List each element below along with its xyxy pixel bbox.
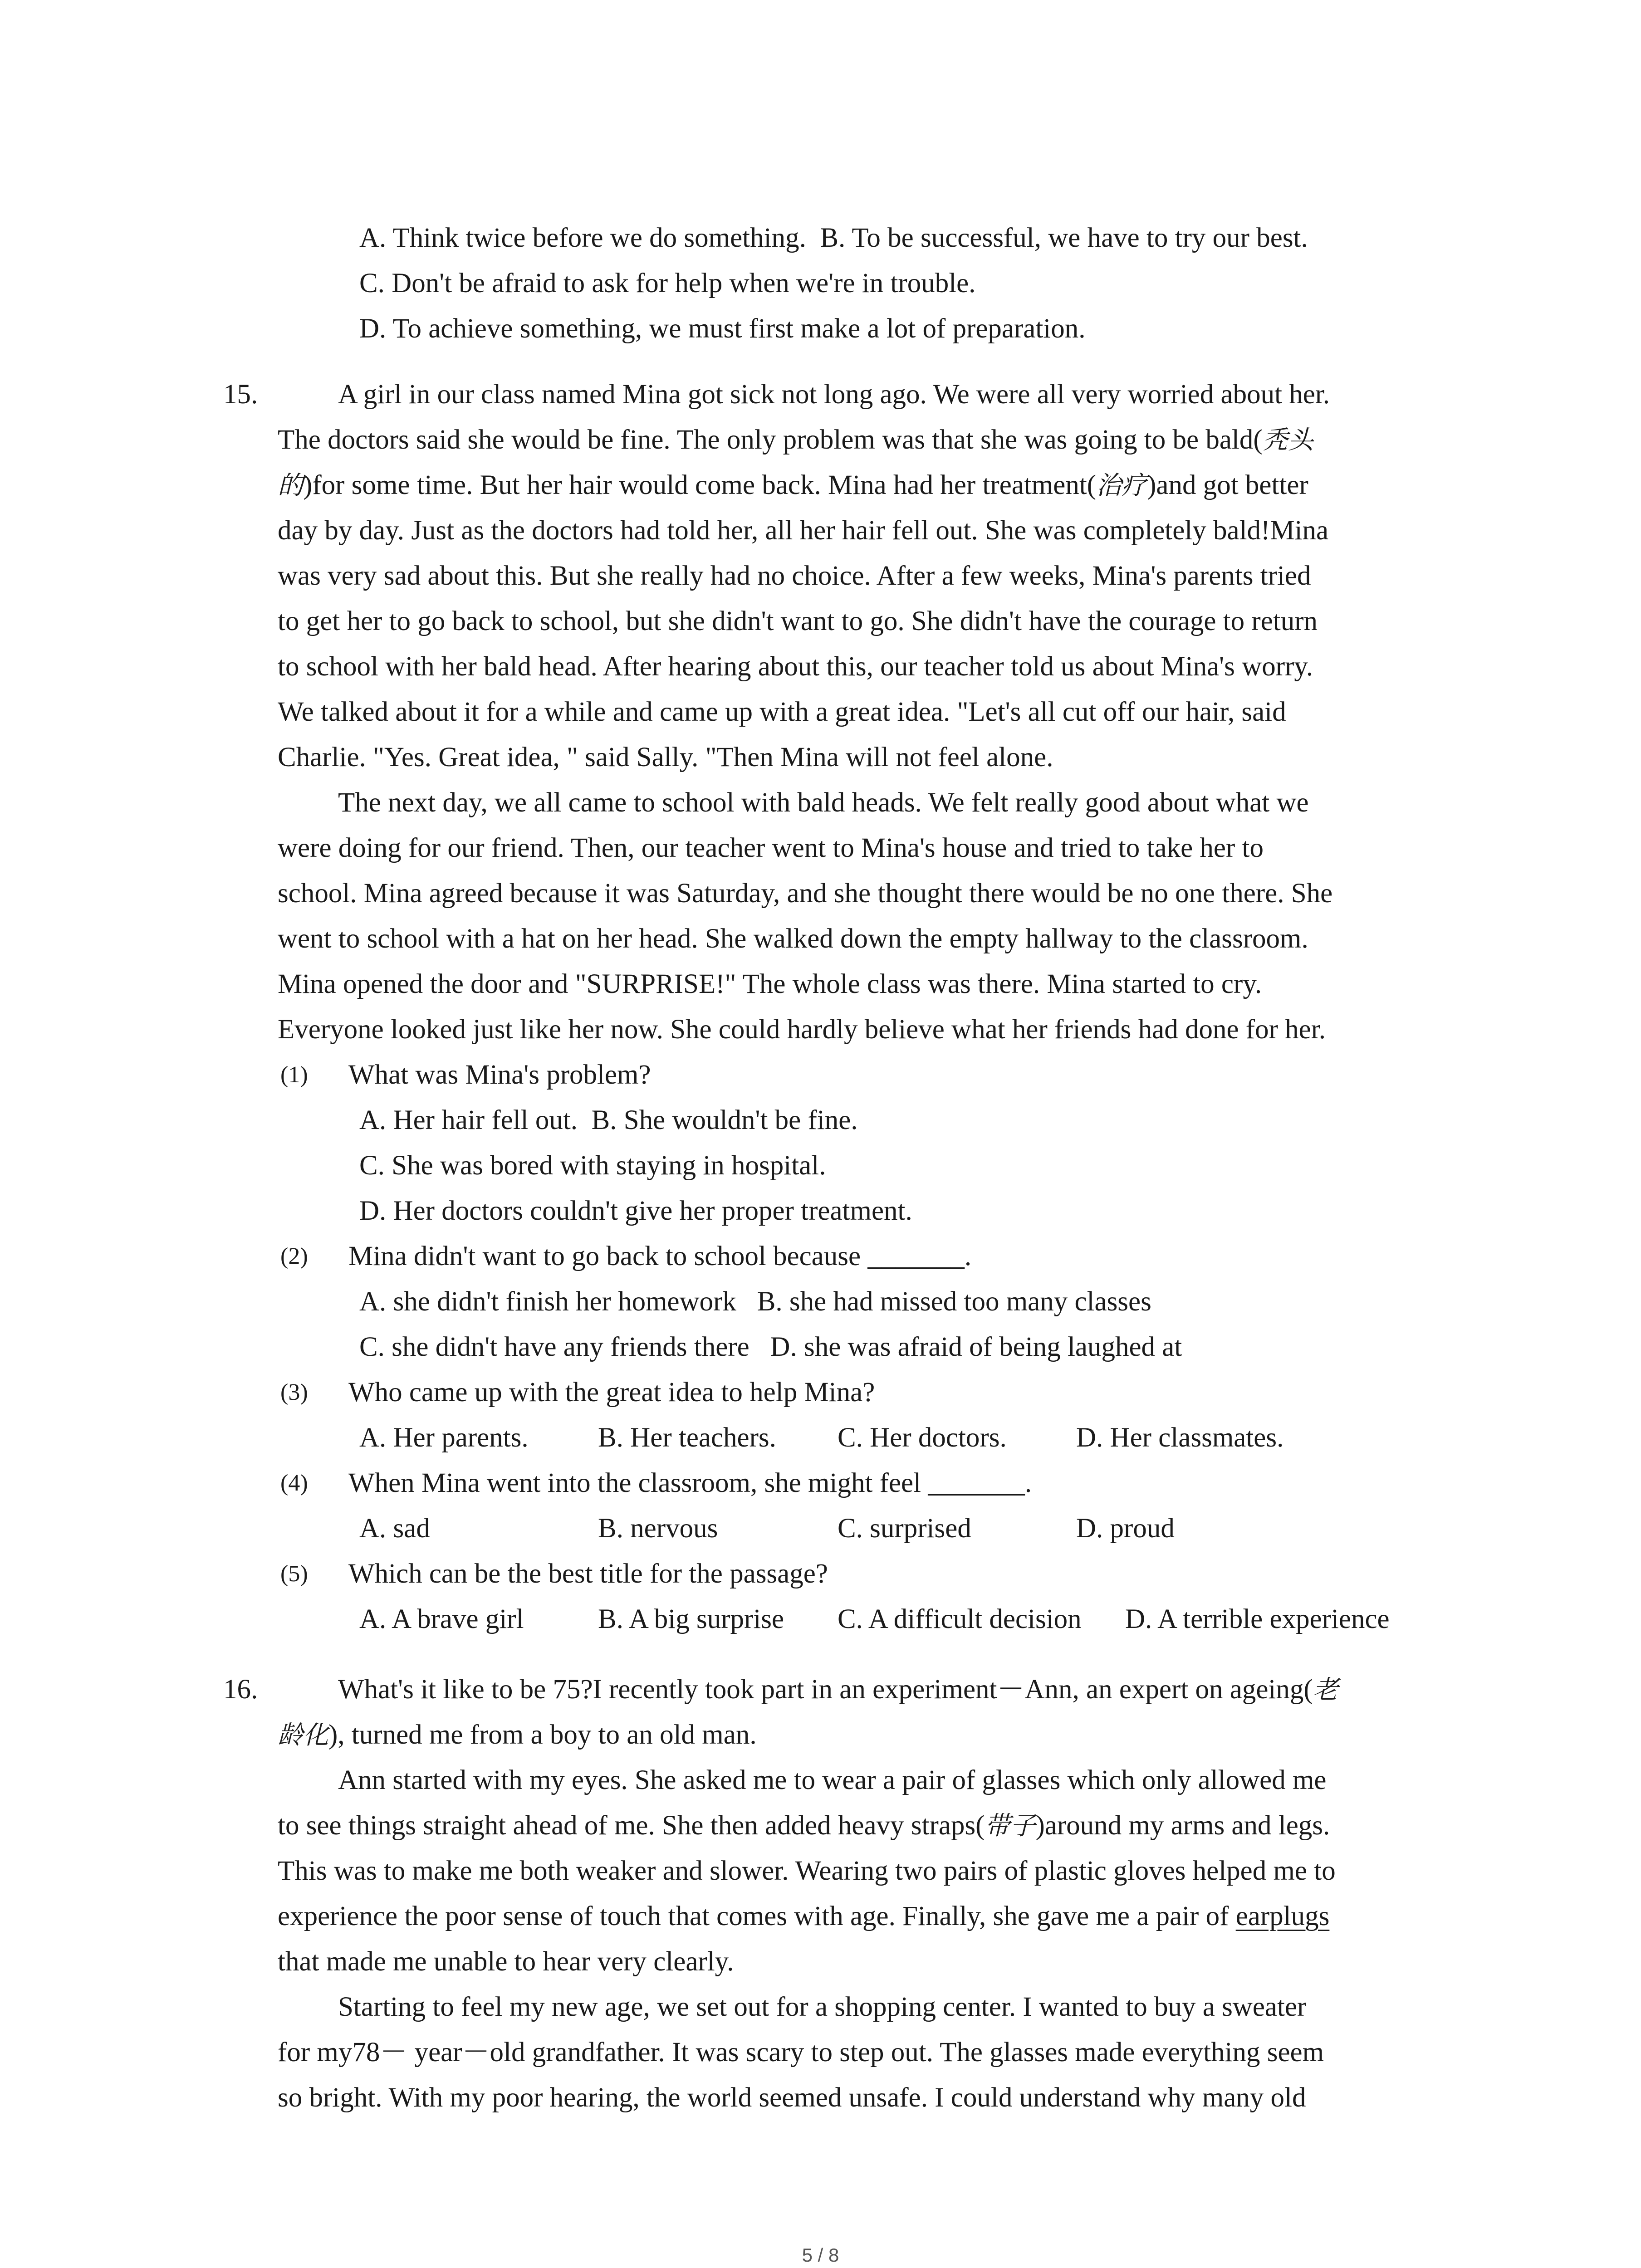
answer-blank[interactable]: _______ xyxy=(928,1468,1025,1498)
q14-option-a: A. Think twice before we do something. B. To be successful, we have to try our best. xyxy=(359,223,1308,253)
sub-question-1-text: What was Mina's problem? xyxy=(348,1060,651,1090)
q15-p2-line-5: Mina opened the door and "SURPRISE!" The whole class was there. Mina started to cry. xyxy=(278,969,1262,999)
q15-line-7: to school with her bald head. After hearing about this, our teacher told us about Mina's worry. xyxy=(278,651,1313,682)
q15-p2-line-2: were doing for our friend. Then, our teacher went to Mina's house and tried to take her to xyxy=(278,833,1264,863)
sub-question-label-3: (3) xyxy=(280,1379,308,1405)
sub-question-2-option-cd: C. she didn't have any friends there D. she was afraid of being laughed at xyxy=(359,1332,1182,1362)
sub-question-4-option-b: B. nervous xyxy=(598,1513,718,1544)
q15-line-3: 的)for some time. But her hair would come back. Mina had her treatment(治疗)and got better xyxy=(278,470,1308,500)
q16-p3-line-3: so bright. With my poor hearing, the world seemed unsafe. I could understand why many old xyxy=(278,2082,1306,2113)
sub-question-5-option-a: A. A brave girl xyxy=(359,1604,524,1634)
question-number-15: 15. xyxy=(223,379,258,410)
sub-question-3-text: Who came up with the great idea to help Mina? xyxy=(348,1377,875,1408)
sub-question-label-2: (2) xyxy=(280,1243,308,1269)
sub-question-3-option-a: A. Her parents. xyxy=(359,1422,529,1453)
answer-blank[interactable]: _______ xyxy=(867,1241,965,1271)
q16-line-1: What's it like to be 75?I recently took part in an experiment－Ann, an expert on ageing(老 xyxy=(338,1674,1338,1705)
q15-line-6: to get her to go back to school, but she didn't want to go. She didn't have the courage to return xyxy=(278,606,1318,636)
q16-p2-line-4: experience the poor sense of touch that comes with age. Finally, she gave me a pair of earplugs xyxy=(278,1901,1330,1931)
q16-p2-line-3: This was to make me both weaker and slower. Wearing two pairs of plastic gloves helped me to xyxy=(278,1856,1336,1886)
q15-p2-line-4: went to school with a hat on her head. She walked down the empty hallway to the classroom. xyxy=(278,924,1308,954)
q15-line-5: was very sad about this. But she really had no choice. After a few weeks, Mina's parents tried xyxy=(278,561,1311,591)
q16-p2-line-2: to see things straight ahead of me. She then added heavy straps(带子)around my arms and legs. xyxy=(278,1810,1330,1841)
sub-question-5-text: Which can be the best title for the passage? xyxy=(348,1559,828,1589)
sub-question-4-option-c: C. surprised xyxy=(838,1513,971,1544)
sub-question-4-text: When Mina went into the classroom, she might feel _______. xyxy=(348,1468,1032,1498)
sub-question-5-option-b: B. A big surprise xyxy=(598,1604,784,1634)
sub-question-label-5: (5) xyxy=(280,1561,308,1587)
question-number-16: 16. xyxy=(223,1674,258,1705)
q16-line-2: 龄化), turned me from a boy to an old man. xyxy=(278,1720,757,1750)
sub-question-label-1: (1) xyxy=(280,1062,308,1088)
sub-question-5-option-c: C. A difficult decision xyxy=(838,1604,1082,1634)
q15-p2-line-3: school. Mina agreed because it was Saturday, and she thought there would be no one there. She xyxy=(278,878,1333,909)
sub-question-3-option-b: B. Her teachers. xyxy=(598,1422,776,1453)
q16-p3-line-1: Starting to feel my new age, we set out for a shopping center. I wanted to buy a sweater xyxy=(338,1992,1307,2022)
q15-line-8: We talked about it for a while and came up with a great idea. "Let's all cut off our hair, said xyxy=(278,697,1286,727)
sub-question-5-option-d: D. A terrible experience xyxy=(1125,1604,1390,1634)
q14-option-d: D. To achieve something, we must first make a lot of preparation. xyxy=(359,313,1086,344)
sub-question-4-option-d: D. proud xyxy=(1076,1513,1175,1544)
q16-p2-line-5: that made me unable to hear very clearly. xyxy=(278,1946,734,1977)
q15-line-9: Charlie. "Yes. Great idea, " said Sally. "Then Mina will not feel alone. xyxy=(278,742,1053,772)
underlined-word-earplugs: earplugs xyxy=(1235,1901,1330,1931)
sub-question-label-4: (4) xyxy=(280,1470,308,1496)
q15-p2-line-1: The next day, we all came to school with bald heads. We felt really good about what we xyxy=(338,787,1309,818)
q15-line-1: A girl in our class named Mina got sick not long ago. We were all very worried about her. xyxy=(338,379,1330,410)
q15-p2-line-6: Everyone looked just like her now. She could hardly believe what her friends had done for her. xyxy=(278,1014,1326,1045)
sub-question-2-text: Mina didn't want to go back to school because _______. xyxy=(348,1241,972,1271)
sub-question-1-option-ab: A. Her hair fell out. B. She wouldn't be fine. xyxy=(359,1105,858,1135)
page-number: 5 / 8 xyxy=(802,2244,839,2266)
sub-question-1-option-d: D. Her doctors couldn't give her proper treatment. xyxy=(359,1196,912,1226)
q14-option-c: C. Don't be afraid to ask for help when we're in trouble. xyxy=(359,268,976,298)
sub-question-2-option-ab: A. she didn't finish her homework B. she had missed too many classes xyxy=(359,1286,1151,1317)
q15-line-4: day by day. Just as the doctors had told her, all her hair fell out. She was completely bald!Mina xyxy=(278,515,1329,546)
sub-question-1-option-c: C. She was bored with staying in hospital. xyxy=(359,1150,826,1181)
q16-p2-line-1: Ann started with my eyes. She asked me to wear a pair of glasses which only allowed me xyxy=(338,1765,1327,1795)
q16-p3-line-2: for my78－ year－old grandfather. It was scary to step out. The glasses made everything seem xyxy=(278,2037,1324,2068)
q15-line-2: The doctors said she would be fine. The only problem was that she was going to be bald(秃头 xyxy=(278,425,1313,455)
sub-question-3-option-c: C. Her doctors. xyxy=(838,1422,1007,1453)
sub-question-3-option-d: D. Her classmates. xyxy=(1076,1422,1284,1453)
sub-question-4-option-a: A. sad xyxy=(359,1513,430,1544)
